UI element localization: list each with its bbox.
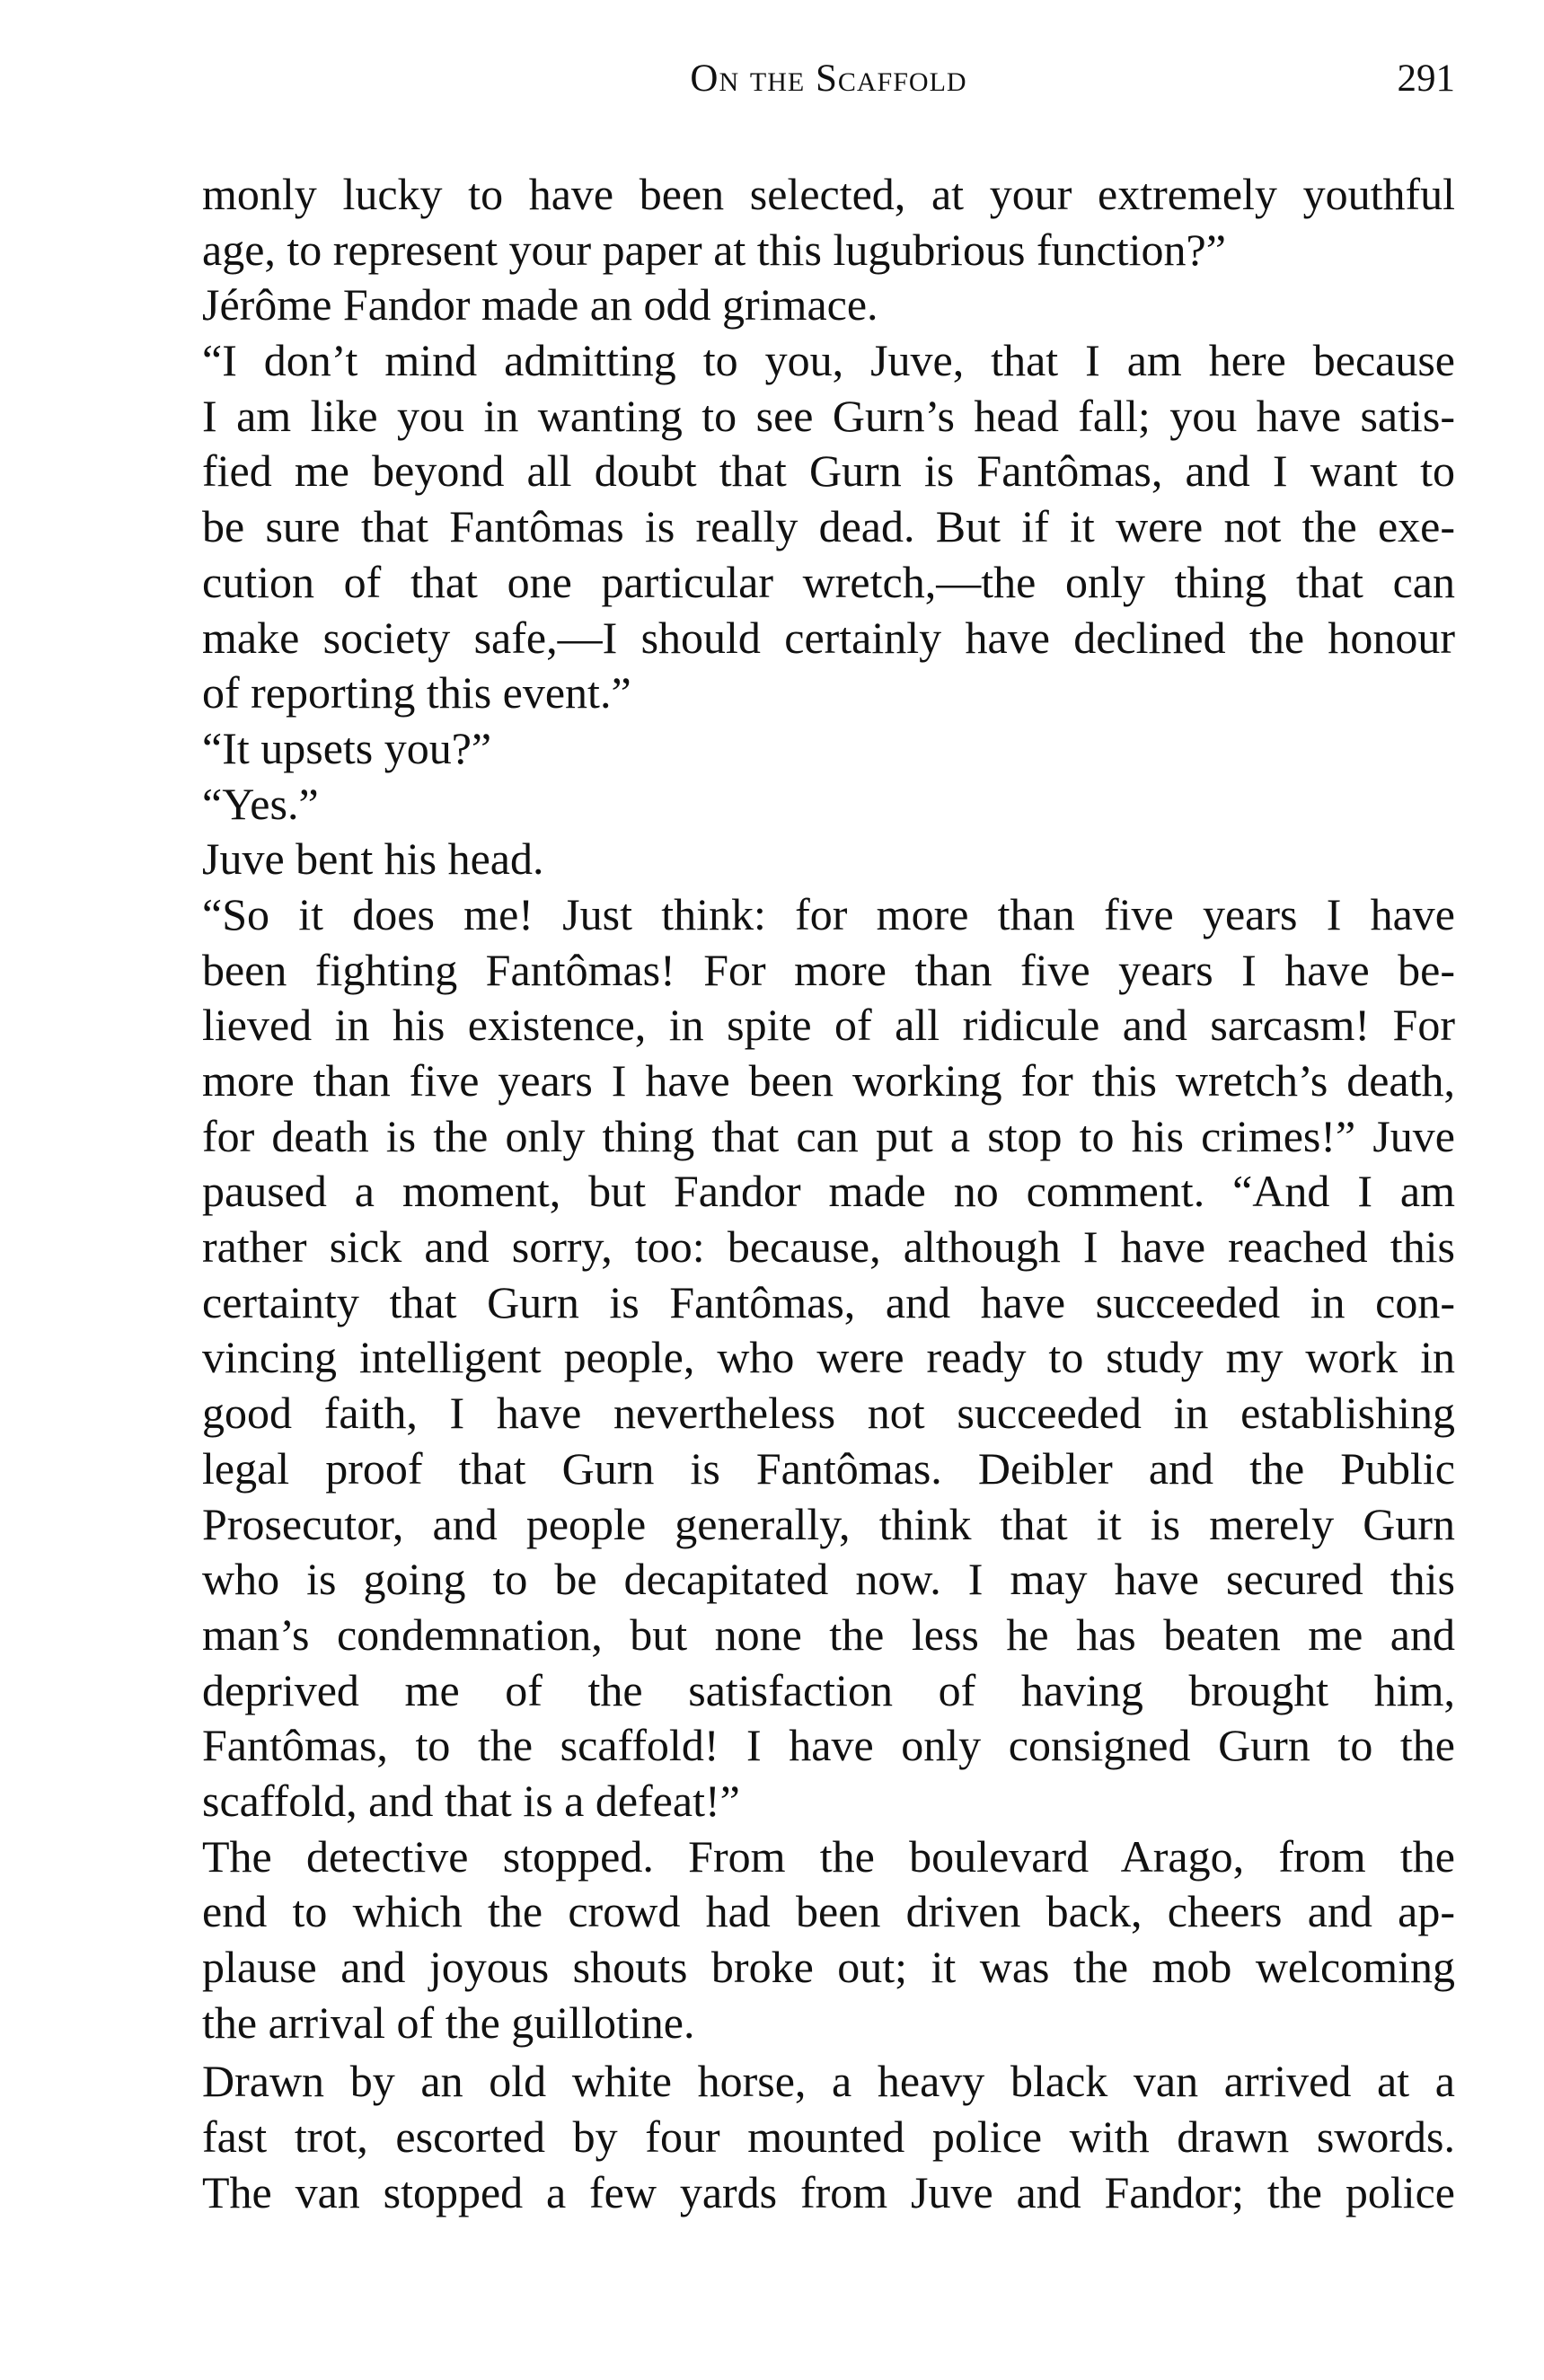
- text-line: The van stopped a few yards from Juve and Fandor; the police: [202, 2166, 1455, 2217]
- text-line: good faith, I have nevertheless not succeeded in establishing: [202, 1388, 1455, 1439]
- text-line: scaffold, and that is a defeat!”: [202, 1775, 740, 1826]
- text-line: man’s condemnation, but none the less he has beaten me and: [202, 1609, 1455, 1660]
- text-line: “Yes.”: [202, 778, 319, 829]
- text-line: of reporting this event.”: [202, 667, 631, 718]
- text-line: Jérôme Fandor made an odd grimace.: [202, 279, 878, 331]
- running-head: [202, 52, 1455, 106]
- text-line: been fighting Fantômas! For more than five years I have be-: [202, 944, 1455, 995]
- text-line: be sure that Fantômas is really dead. But if it were not the exe-: [202, 501, 1455, 552]
- text-line: plause and joyous shouts broke out; it was the mob welcoming: [202, 1942, 1455, 1992]
- text-line: cution of that one particular wretch,—the only thing that can: [202, 556, 1455, 607]
- text-line: fast trot, escorted by four mounted police with drawn swords.: [202, 2111, 1455, 2163]
- text-line: more than five years I have been working for this wretch’s death,: [202, 1055, 1455, 1106]
- text-line: “It upsets you?”: [202, 722, 492, 773]
- text-line: who is going to be decapitated now. I may have secured this: [202, 1554, 1455, 1605]
- text-line: Fantômas, to the scaffold! I have only consigned Gurn to the: [202, 1720, 1455, 1771]
- text-line: “I don’t mind admitting to you, Juve, that I am here because: [202, 335, 1455, 386]
- text-line: legal proof that Gurn is Fantômas. Deibler and the Public: [202, 1442, 1455, 1494]
- text-line: the arrival of the guillotine.: [202, 1997, 695, 2048]
- body-text: [202, 167, 1455, 2220]
- text-line: end to which the crowd had been driven back, cheers and ap-: [202, 1886, 1455, 1937]
- text-line: age, to represent your paper at this lugubrious function?”: [202, 224, 1226, 275]
- text-line: lieved in his existence, in spite of all ridicule and sarcasm! For: [202, 1000, 1455, 1051]
- text-line: “So it does me! Just think: for more than five years I have: [202, 888, 1455, 939]
- text-line: The detective stopped. From the boulevard Arago, from the: [202, 1830, 1455, 1882]
- text-line: Prosecutor, and people generally, think that it is merely Gurn: [202, 1498, 1455, 1549]
- text-line: monly lucky to have been selected, at your extremely youthful: [202, 169, 1455, 219]
- running-title: On the Scaffold: [690, 57, 967, 100]
- text-line: deprived me of the satisfaction of having brought him,: [202, 1664, 1455, 1715]
- text-line: vincing intelligent people, who were ready to study my work in: [202, 1332, 1455, 1383]
- text-line: Drawn by an old white horse, a heavy black van arrived at a: [202, 2056, 1455, 2107]
- text-line: Juve bent his head.: [202, 833, 544, 885]
- page-number: 291: [1397, 57, 1455, 100]
- text-line: make society safe,—I should certainly have declined the honour: [202, 612, 1455, 663]
- text-line: rather sick and sorry, too: because, although I have reached this: [202, 1221, 1455, 1273]
- text-line: for death is the only thing that can put a stop to his crimes!” Juve: [202, 1110, 1455, 1161]
- text-line: fied me beyond all doubt that Gurn is Fantômas, and I want to: [202, 445, 1455, 497]
- text-line: paused a moment, but Fandor made no comment. “And I am: [202, 1166, 1455, 1217]
- text-line: I am like you in wanting to see Gurn’s head fall; you have satis-: [202, 390, 1455, 441]
- text-line: certainty that Gurn is Fantômas, and have succeeded in con-: [202, 1276, 1455, 1327]
